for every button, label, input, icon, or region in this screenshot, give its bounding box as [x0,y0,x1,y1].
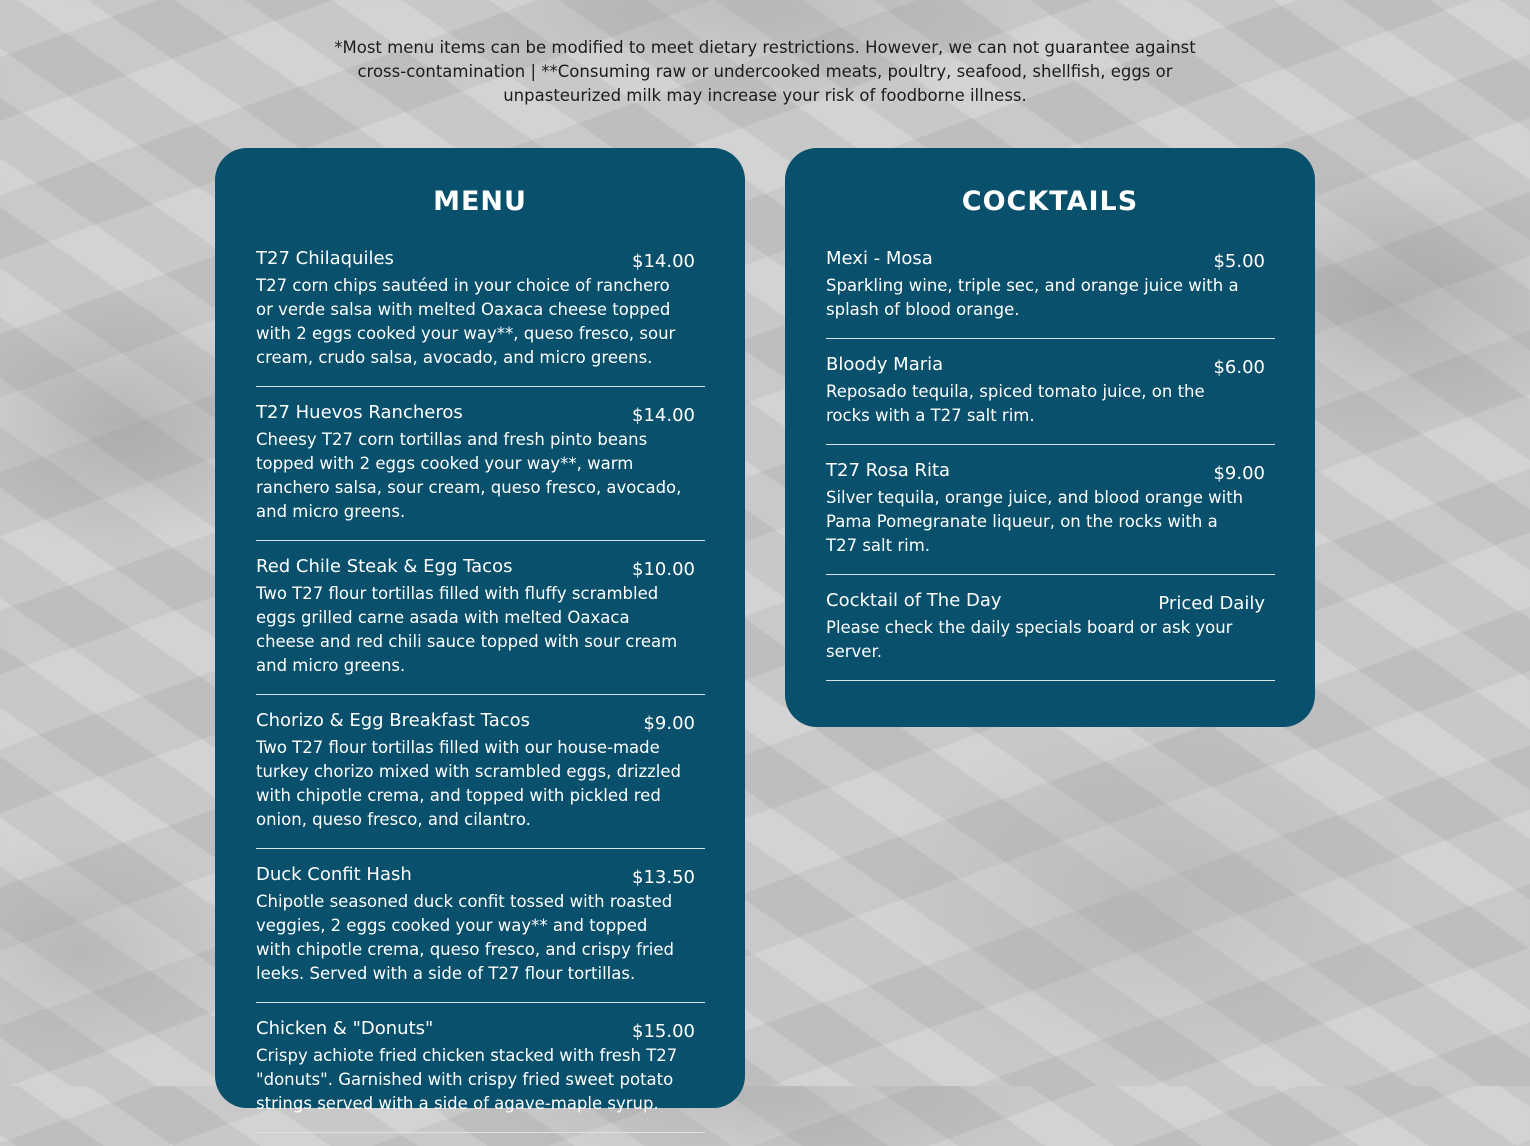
menu-item-description: Two T27 flour tortillas filled with fluffy scrambled eggs grilled carne asada with melted Oaxaca cheese and red chili sauce topped with sour cream and micro greens. [256,584,678,675]
menu-item [256,862,705,1003]
cocktail-item-description: Reposado tequila, spiced tomato juice, on the rocks with a T27 salt rim. [826,382,1205,425]
cocktail-item-price: Priced Daily [1158,593,1265,614]
cocktail-item-name: Cocktail of The Day [826,590,1002,611]
cocktail-item-description: Please check the daily specials board or ask your server. [826,618,1233,661]
menu-item-price: $10.00 [632,559,695,580]
menu-item [256,400,705,541]
menu-item-price: $15.00 [632,1021,695,1042]
cocktail-item-price: $6.00 [1213,357,1265,378]
menu-item-price: $13.50 [632,867,695,888]
menu-item-name: Chorizo & Egg Breakfast Tacos [256,710,531,731]
menu-item [256,246,705,387]
menu-item-name: T27 Chilaquiles [256,248,394,269]
menu-item [256,1016,705,1133]
menu-item-description: Crispy achiote fried chicken stacked with fresh T27 "donuts". Garnished with crispy fried sweet potato strings served with a side of agave-maple syrup. [256,1046,678,1113]
cocktail-item-price: $9.00 [1213,463,1265,484]
cocktails-card [785,148,1315,727]
cocktail-item [826,352,1275,445]
menu-item-name: T27 Huevos Rancheros [256,402,463,423]
menu-item-name: Duck Confit Hash [256,864,412,885]
dietary-notice: *Most menu items can be modified to meet dietary restrictions. However, we can not guarantee against cross-contamination | **Consuming raw or undercooked meats, poultry, seafood, shellfish, eggs or unpasteurized milk may increase your risk of foodborne illness. [334,38,1196,105]
menu-item-name: Chicken & "Donuts" [256,1018,434,1039]
cocktail-item-name: Bloody Maria [826,354,944,375]
menu-title: MENU [433,186,527,217]
cocktails-title: COCKTAILS [961,186,1139,217]
menu-item-description: T27 corn chips sautéed in your choice of ranchero or verde salsa with melted Oaxaca cheese topped with 2 eggs cooked your way**, queso fresco, sour cream, crudo salsa, avocado, and micro greens. [256,276,676,367]
menu-item-price: $9.00 [643,713,695,734]
menu-item-name: Red Chile Steak & Egg Tacos [256,556,513,577]
menu-items-list [256,246,705,1146]
menu-item [256,708,705,849]
menu-item-price: $14.00 [632,251,695,272]
menu-item [256,554,705,695]
cocktail-item [826,588,1275,681]
cocktails-items-list [826,246,1275,694]
cocktail-item-description: Sparkling wine, triple sec, and orange juice with a splash of blood orange. [826,276,1239,319]
cocktail-item-description: Silver tequila, orange juice, and blood orange with Pama Pomegranate liqueur, on the rocks with a T27 salt rim. [826,488,1244,555]
menu-card [215,148,745,1113]
menu-item-price: $14.00 [632,405,695,426]
cocktail-item [826,458,1275,575]
menu-item-description: Chipotle seasoned duck confit tossed with roasted veggies, 2 eggs cooked your way** and topped with chipotle crema, queso fresco, and crispy fried leeks. Served with a side of T27 flour tortillas. [256,892,674,983]
cocktail-item [826,246,1275,339]
cocktail-item-name: T27 Rosa Rita [826,460,951,481]
cocktail-item-name: Mexi - Mosa [826,248,933,269]
cocktail-item-price: $5.00 [1213,251,1265,272]
menu-item-description: Cheesy T27 corn tortillas and fresh pinto beans topped with 2 eggs cooked your way**, warm ranchero salsa, sour cream, queso fresco, avocado, and micro greens. [256,430,682,521]
menu-item-description: Two T27 flour tortillas filled with our house-made turkey chorizo mixed with scrambled eggs, drizzled with chipotle crema, and topped with pickled red onion, queso fresco, and cilantro. [256,738,681,829]
